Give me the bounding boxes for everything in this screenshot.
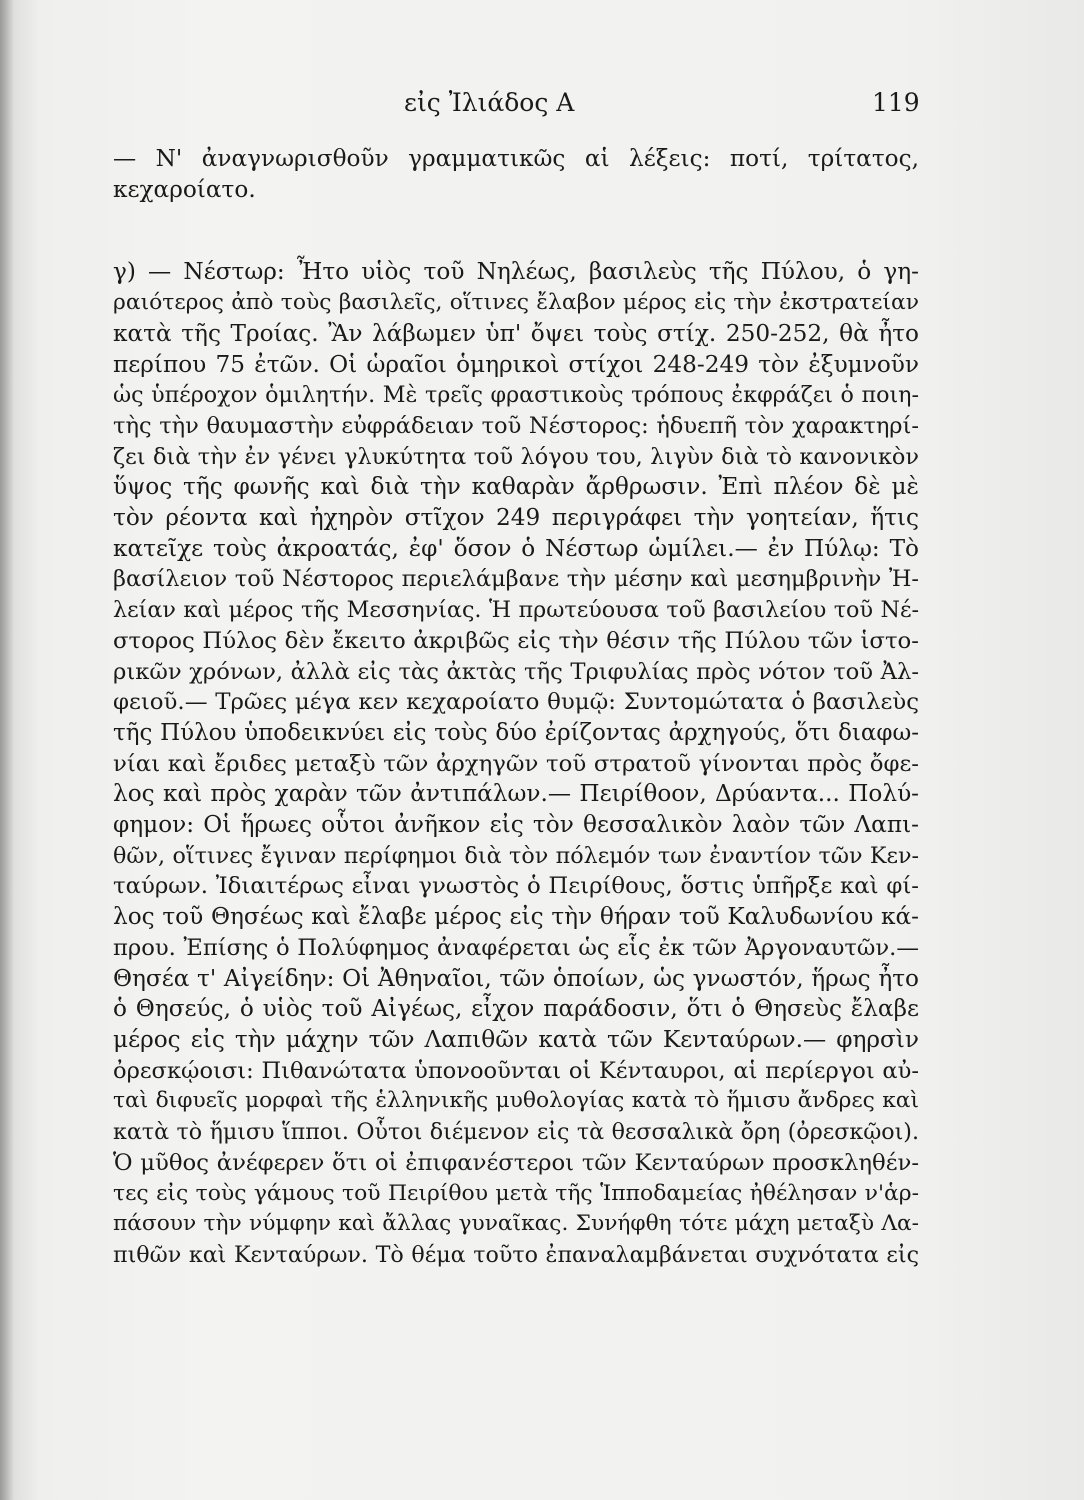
text-line: Ὁ μῦθος ἀνέφερεν ὅτι οἱ ἐπιφανέστεροι τῶν Κενταύρων προσκληθέν- [113,1149,919,1176]
text-line: τες εἰς τοὺς γάμους τοῦ Πειρίθου μετὰ τῆς Ἱπποδαμείας ἠθέλησαν ν'ἁρ- [113,1180,919,1206]
text-line: κατεῖχε τοὺς ἀκροατάς, ἐφ' ὅσον ὁ Νέστωρ ὡμίλει.— ἐν Πύλῳ: Τὸ [113,534,919,562]
text-line: πάσουν τὴν νύμφην καὶ ἄλλας γυναῖκας. Συνήφθη τότε μάχη μεταξὺ Λα- [113,1211,919,1237]
text-line: ὁ Θησεύς, ὁ υἱὸς τοῦ Αἰγέως, εἶχον παράδοσιν, ὅτι ὁ Θησεὺς ἔλαβε [113,995,919,1023]
text-line: θῶν, οἵτινες ἔγιναν περίφημοι διὰ τὸν πόλεμόν των ἐναντίον τῶν Κεν- [113,842,919,869]
text-line: ὡς ὑπέροχον ὁμιλητήν. Μὲ τρεῖς φραστικοὺς τρόπους ἐκφράζει ὁ ποιη- [113,382,919,409]
text-line: λος τοῦ Θησέως καὶ ἔλαβε μέρος εἰς τὴν θήραν τοῦ Καλυδωνίου κά- [113,903,919,931]
text-line: νίαι καὶ ἔριδες μεταξὺ τῶν ἀρχηγῶν τοῦ στρατοῦ γίνονται πρὸς ὄφε- [113,750,919,777]
text-line: ταὶ διφυεῖς μορφαὶ τῆς ἑλληνικῆς μυθολογίας κατὰ τὸ ἥμισυ ἄνδρες καὶ [113,1088,919,1114]
text-line: κατὰ τῆς Τροίας. Ἂν λάβωμεν ὑπ' ὄψει τοὺς στίχ. 250-252, θὰ ἦτο [113,319,919,347]
text-line: ὀρεσκῴοισι: Πιθανώτατα ὑπονοοῦνται οἱ Κένταυροι, αἱ περίεργοι αὐ- [113,1057,919,1084]
text-line: ραιότερος ἀπὸ τοὺς βασιλεῖς, οἵτινες ἔλαβον μέρος εἰς τὴν ἐκστρατείαν [113,290,919,316]
text-line: Θησέα τ' Αἰγείδην: Οἱ Ἀθηναῖοι, τῶν ὁποίων, ὡς γνωστόν, ἥρως ἦτο [113,964,919,992]
page-body [113,144,919,1271]
text-line: περίπου 75 ἐτῶν. Οἱ ὡραῖοι ὁμηρικοὶ στίχοι 248-249 τὸν ἐξυμνοῦν [113,350,919,378]
running-title: εἰς Ἰλιάδος Α [404,88,575,117]
text-line: πρου. Ἐπίσης ὁ Πολύφημος ἀναφέρεται ὡς εἷς ἐκ τῶν Ἀργοναυτῶν.— [113,934,919,961]
text-line: στορος Πύλος δὲν ἔκειτο ἀκριβῶς εἰς τὴν θέσιν τῆς Πύλου τῶν ἱστο- [113,627,919,654]
text-line: βασίλειον τοῦ Νέστορος περιελάμβανε τὴν μέσην καὶ μεσημβρινὴν Ἠ- [113,566,919,593]
page-header [0,82,1084,122]
text-line: ρικῶν χρόνων, ἀλλὰ εἰς τὰς ἀκτὰς τῆς Τριφυλίας πρὸς νότον τοῦ Ἀλ- [113,658,919,685]
page-number: 119 [872,88,920,117]
text-line: γ) — Νέστωρ: Ἦτο υἱὸς τοῦ Νηλέως, βασιλεὺς τῆς Πύλου, ὁ γη- [113,258,919,286]
text-line: λος καὶ πρὸς χαρὰν τῶν ἀντιπάλων.— Πειρίθοον, Δρύαντα... Πολύ- [113,780,919,808]
text-line: πιθῶν καὶ Κενταύρων. Τὸ θέμα τοῦτο ἐπαναλαμβάνεται συχνότατα εἰς [113,1241,919,1268]
text-line: ζει διὰ τὴν ἐν γένει γλυκύτητα τοῦ λόγου του, λιγὺν διὰ τὸ κανονικὸν [113,443,919,470]
page-gutter-shadow [0,0,14,1500]
paragraph-commentary [113,257,919,1270]
text-line: ὕψος τῆς φωνῆς καὶ διὰ τὴν καθαρὰν ἄρθρωσιν. Ἐπὶ πλέον δὲ μὲ [113,473,919,501]
text-line: κεχαροίατο. [113,175,256,203]
text-line: τῆς Πύλου ὑποδεικνύει εἰς τοὺς δύο ἐρίζοντας ἀρχηγούς, ὅτι διαφω- [113,719,919,746]
paragraph-exercise [113,144,919,205]
text-line: τὸν ρέοντα καὶ ἠχηρὸν στῖχον 249 περιγράφει τὴν γοητείαν, ἥτις [113,504,919,532]
text-line: τὴς τὴν θαυμαστὴν εὐφράδειαν τοῦ Νέστορος: ἡδυεπῆ τὸν χαρακτηρί- [113,412,919,439]
text-line: — Ν' ἀναγνωρισθοῦν γραμματικῶς αἱ λέξεις: ποτί, τρίτατος, [113,145,919,172]
text-line: κατὰ τὸ ἥμισυ ἵπποι. Οὗτοι διέμενον εἰς τὰ θεσσαλικὰ ὄρη (ὀρεσκῷοι). [113,1119,919,1146]
text-line: φημον: Οἱ ἥρωες οὗτοι ἀνῆκον εἰς τὸν θεσσαλικὸν λαὸν τῶν Λαπι- [113,811,919,839]
text-line: φειοῦ.— Τρῶες μέγα κεν κεχαροίατο θυμῷ: Συντομώτατα ὁ βασιλεὺς [113,689,919,716]
text-line: μέρος εἰς τὴν μάχην τῶν Λαπιθῶν κατὰ τῶν Κενταύρων.— φηρσὶν [113,1025,919,1053]
text-line: ταύρων. Ἰδιαιτέρως εἶναι γνωστὸς ὁ Πειρίθους, ὅστις ὑπῆρξε καὶ φί- [113,873,919,900]
text-line: λείαν καὶ μέρος τῆς Μεσσηνίας. Ἡ πρωτεύουσα τοῦ βασιλείου τοῦ Νέ- [113,597,919,624]
